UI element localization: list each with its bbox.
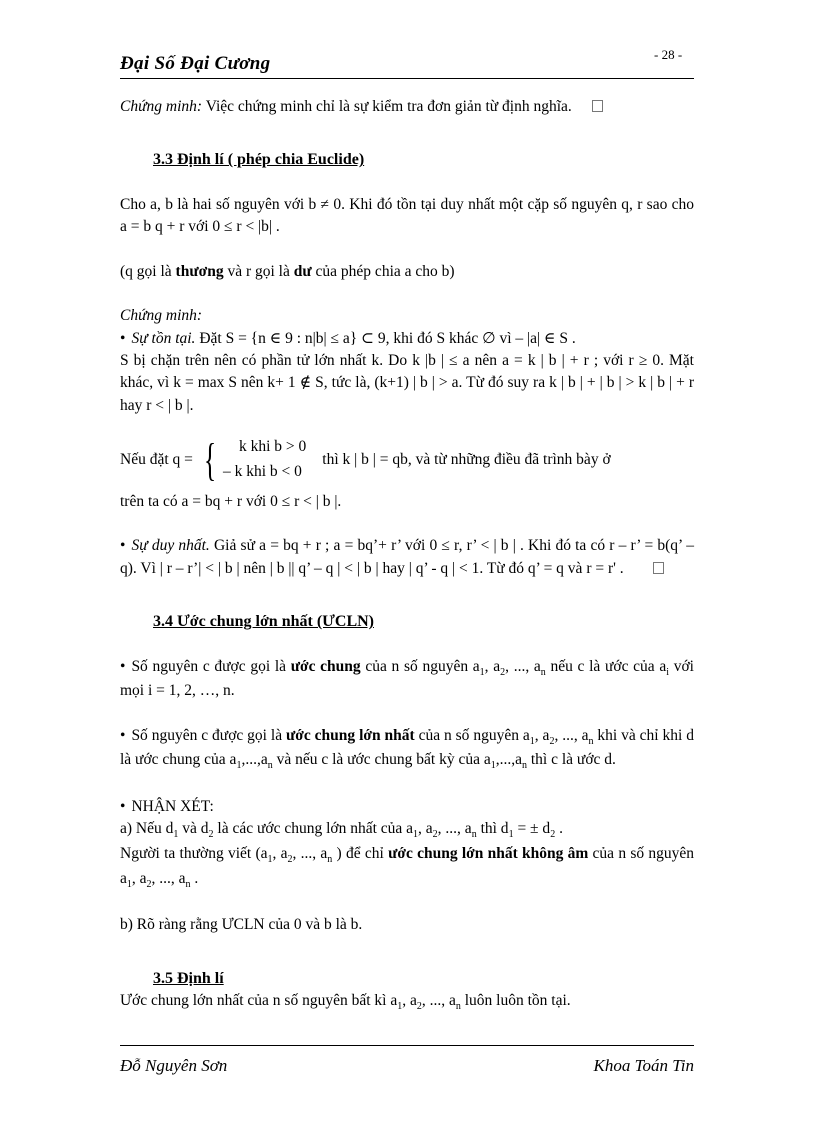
bullet-icon: •: [120, 726, 126, 744]
header-rule: [120, 78, 694, 79]
footer-department: Khoa Toán Tin: [593, 1056, 694, 1075]
remark-label: [120, 796, 694, 818]
def-text: Số nguyên c được gọi là: [131, 726, 286, 744]
existence-continued: S bị chặn trên nên có phần tử lớn nhất k. Do k |b | ≤ a nên a = k | b | + r ; với r ≥ 0. Mặt khác, vì k = max S nên k+ 1 ∉ S, tức là, (k+1) | b | > a. Từ đó suy ra k | b | + | b | > k | b | + r hay r < | b |.: [120, 352, 694, 414]
def-text: nếu c là ước của a: [545, 657, 667, 675]
remark-text: là các ước chung lớn nhất của a: [213, 820, 414, 838]
remark-text: ) để chỉ: [332, 844, 389, 862]
note-text: của phép chia a cho b): [311, 262, 455, 280]
page-number: - 28 -: [654, 47, 683, 62]
page-body: [120, 96, 694, 1014]
def-text: Số nguyên c được gọi là: [131, 657, 291, 675]
bullet-icon: •: [120, 797, 126, 815]
note-text: (q gọi là: [120, 262, 176, 280]
theorem-3-3-text: Cho a, b là hai số nguyên với b ≠ 0. Khi đó tồn tại duy nhất một cặp số nguyên q, r sao cho a = b q + r với 0 ≤ r < |b| .: [120, 195, 694, 236]
remark-text: .: [555, 820, 563, 838]
remark-text: và d: [178, 820, 209, 838]
footer-rule: [120, 1045, 694, 1046]
uniqueness-text: Giả sử a = bq + r ; a = bq’+ r’ với 0 ≤ r, r’ < | b | . Khi đó ta có r – r’ = b(q’ – q). Vì | r – r’| < | b | nên | b || q’ – q | < | b | hay | q’ - q | < 1. Từ đó q’ = q và r = r' .: [120, 537, 694, 577]
note-text: và r gọi là: [223, 262, 294, 280]
quotient-remainder-note: [120, 261, 694, 283]
theorem-3-5-text: Ước chung lớn nhất của n số nguyên bất kì $a_1$, $a_2$, ..., $a_n$ luôn luôn tồn tại.: [120, 991, 571, 1012]
heading-3-5: 3.5 Định lí: [153, 969, 224, 987]
qed-icon: [653, 562, 664, 574]
term-nonneg-gcd: ước chung lớn nhất không âm: [388, 844, 589, 862]
term-uoc-chung: ước chung: [290, 657, 361, 675]
case-positive: k khi b > 0: [238, 438, 307, 456]
proof-label: Chứng minh:: [120, 98, 203, 115]
proof-label-3-3: Chứng minh:: [120, 307, 203, 325]
remark-text: = ± d: [513, 820, 551, 838]
def-text: thì c là ước d.: [526, 751, 616, 769]
def-text: của n số nguyên a: [360, 657, 480, 675]
def-text: khi và chỉ khi d là ước chung của a: [120, 726, 694, 769]
remark-text: a) Nếu d: [120, 820, 174, 838]
piecewise-prefix: Nếu đặt q =: [120, 450, 193, 468]
remark-title: NHẬN XÉT:: [131, 797, 214, 815]
def-text: của n số nguyên a: [414, 726, 530, 744]
common-divisor-definition: • Số nguyên c được gọi là ước chung của n số nguyên $a_1$, $a_2$, ..., $a_n$ nếu c là ước của $a_i$ với mọi i = 1, 2, …, n.: [120, 657, 694, 700]
piecewise-cases: [223, 435, 306, 485]
bullet-icon: •: [120, 537, 126, 555]
uniqueness-paragraph: [120, 535, 694, 580]
def-text: với mọi i = 1, 2, …, n.: [120, 657, 694, 700]
theorem-text: Ước chung lớn nhất của n số nguyên bất kì a: [120, 991, 398, 1009]
remark-text: Người ta thường viết (a: [120, 844, 268, 862]
proof-text: Việc chứng minh chỉ là sự kiểm tra đơn giản từ định nghĩa.: [202, 98, 572, 115]
piecewise-suffix: thì k | b | = qb, và từ những điều đã trình bày ở: [322, 450, 611, 468]
uniqueness-label: Sự duy nhất.: [131, 537, 210, 555]
remark-b: b) Rõ ràng rằng ƯCLN của 0 và b là b.: [120, 916, 363, 934]
footer-author: Đỗ Nguyên Sơn: [120, 1056, 228, 1075]
theorem-text: luôn luôn tồn tại.: [460, 991, 571, 1009]
remark-a: a) Nếu $d_1$ và $d_2$ là các ước chung lớn nhất của $a_1$, $a_2$, ..., $a_n$ thì $d_1$ = ± $d_2$ .: [120, 820, 563, 841]
def-text: và nếu c là ước chung bất kỳ của a: [272, 751, 491, 769]
heading-3-3: 3.3 Định lí ( phép chia Euclide): [153, 151, 365, 169]
existence-text: Đặt S = {n ∈ 9 : n|b| ≤ a} ⊂ 9, khi đó S khác ∅ vì – |a| ∈ S .: [195, 329, 576, 347]
case-negative: – k khi b < 0: [222, 463, 302, 481]
term-ucln: ước chung lớn nhất: [286, 726, 415, 744]
heading-3-4: 3.4 Ước chung lớn nhất (ƯCLN): [153, 613, 374, 631]
piecewise-tail: trên ta có a = bq + r với 0 ≤ r < | b |.: [120, 493, 342, 510]
existence-label: Sự tồn tại.: [131, 329, 196, 347]
remark-notation: Người ta thường viết ($a_1$, $a_2$, ..., $a_n$ ) để chỉ ước chung lớn nhất không âm của n số nguyên $a_1$, $a_2$, ..., $a_n$ .: [120, 844, 694, 890]
remark-text: của n số nguyên a: [120, 844, 694, 887]
term-du: dư: [293, 262, 312, 280]
gcd-definition: • Số nguyên c được gọi là ước chung lớn nhất của n số nguyên $a_1$, $a_2$, ..., $a_n$ khi và chỉ khi d là ước chung của $a_1,...,a_n$ và nếu c là ước chung bất kỳ của $a_1,...,a_n$ thì c là ước d.: [120, 726, 694, 772]
bullet-icon: •: [120, 657, 126, 675]
term-thuong: thương: [175, 262, 224, 280]
qed-icon: [592, 100, 603, 112]
existence-paragraph: [120, 328, 694, 350]
bullet-icon: •: [120, 329, 126, 347]
proof-previous: [120, 96, 694, 118]
remark-text: .: [190, 869, 199, 887]
piecewise-definition: [120, 435, 694, 485]
header-title: Đại Số Đại Cương: [120, 53, 271, 74]
remark-text: thì d: [476, 820, 509, 838]
left-brace-icon: {: [203, 434, 217, 486]
